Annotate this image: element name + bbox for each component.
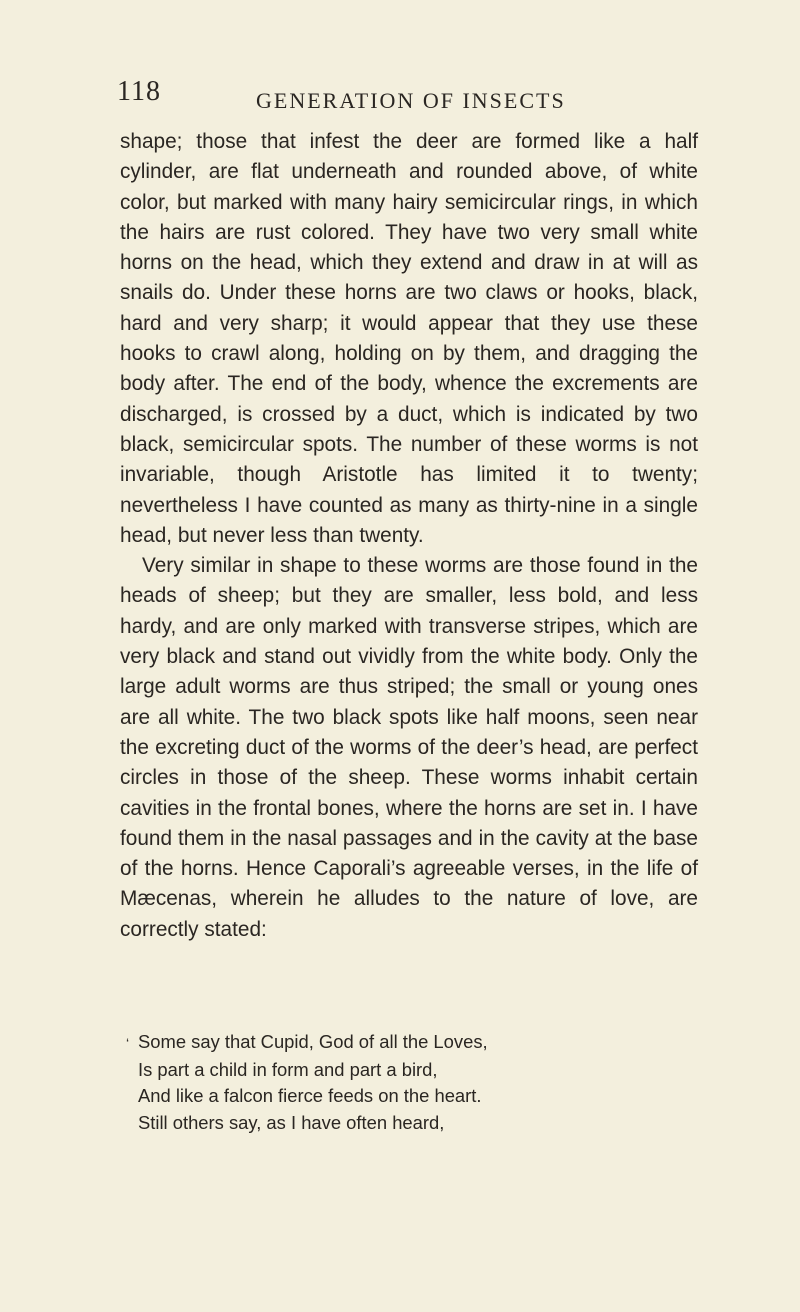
verse-line-3: And like a falcon fierce feeds on the heart. (138, 1085, 482, 1106)
verse-line-1-text: Some say that Cupid, God of all the Loves, (138, 1031, 488, 1052)
running-head (0, 76, 800, 116)
paragraph-2: Very similar in shape to these worms are those found in the heads of sheep; but they are smaller, less bold, and less hardy, and are only marked with transverse stripes, which are very black and stand out vividly from the white body. Only the large adult worms are thus striped; the small or young ones are all white. The two black spots like half moons, seen near the excreting duct of the worms of the deer’s head, are perfect circles in those of the sheep. These worms inhabit certain cavities in the frontal bones, where the horns are set in. I have found them in the nasal passages and in the cavity at the base of the horns. Hence Caporali’s agreeable verses, in the life of Mæcenas, wherein he alludes to the nature of love, are correctly stated: (120, 554, 698, 941)
paragraph-1: shape; those that infest the deer are formed like a half cylinder, are flat underneath and rounded above, of white color, but marked with many hairy semicircular rings, in which the hairs are rust colored. They have two very small white horns on the head, which they extend and draw in at will as snails do. Under these horns are two claws or hooks, black, hard and very sharp; it would appear that they use these hooks to crawl along, holding on by them, and dragging the body after. The end of the body, whence the excrements are discharged, is crossed by a duct, which is indicated by two black, semicircular spots. The number of these worms is not invariable, though Aristotle has limited it to twenty; nevertheless I have counted as many as thirty-nine in a single head, but never less than twenty. (120, 130, 698, 547)
running-title: GENERATION OF INSECTS (256, 88, 566, 113)
verse-line-2: Is part a child in form and part a bird, (138, 1058, 438, 1080)
verse-line-1 (126, 1029, 698, 1057)
page-number: 118 (117, 76, 161, 107)
verse-line-4: Still others say, as I have often heard, (138, 1111, 445, 1133)
opening-quote-mark: ‘ (126, 1035, 130, 1051)
body-text (120, 127, 698, 945)
verse-quotation (126, 1029, 698, 1136)
